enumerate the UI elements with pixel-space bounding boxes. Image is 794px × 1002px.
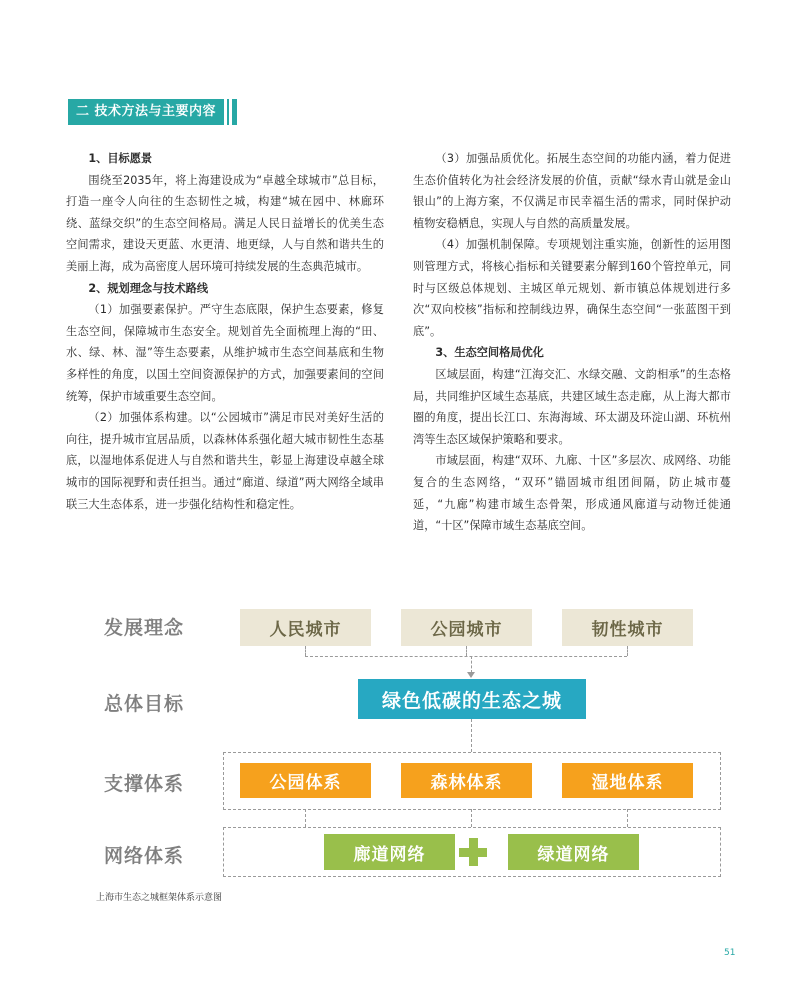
paragraph-mechanism: （4）加强机制保障。专项规划注重实施，创新性的运用图则管理方式，将核心指标和关键要素分解到160个管控单元，同时与区级总体规划、主城区单元规划、新市镇总体规划进行多次“双向校核”指标和控制线边界，确保生态空间“一张蓝图干到底”。 — [413, 238, 731, 338]
arrow-down-icon — [467, 672, 475, 678]
support-box-park: 公园体系 — [240, 763, 371, 798]
paragraph-protection: （1）加强要素保护。严守生态底限，保护生态要素，修复生态空间，保障城市生态安全。规划首先全面梳理上海的“田、水、绿、林、湿”等生态要素，从维护城市生态空间基底和生物多样性的角度，以国土空间资源保护的方式，加强要素间的空间统筹，保护市域重要生态空间。 — [66, 303, 384, 403]
heading-pattern: 3、生态空间格局优化 — [435, 346, 544, 360]
row-label-goal: 总体目标 — [104, 693, 185, 715]
row-label-support: 支撑体系 — [104, 773, 185, 795]
connector-support-3 — [627, 809, 628, 827]
paragraph-system: （2）加强体系构建。以“公园城市”满足市民对美好生活的向往，提升城市宜居品质，以森林体系强化超大城市韧性生态基底，以湿地体系促进人与自然和谐共生，彰显上海建设卓越全球城市的国际视野和责任担当。通过“廊道、绿道”两大网络全域串联三大生态体系，进一步强化结构性和稳定性。 — [66, 411, 384, 511]
figure-caption: 上海市生态之城框架体系示意图 — [96, 893, 223, 903]
concept-box-park-city: 公园城市 — [401, 609, 532, 646]
header-bar-thin — [227, 99, 229, 125]
network-box-corridor: 廊道网络 — [324, 834, 455, 870]
paragraph-municipal: 市域层面，构建“双环、九廊、十区”多层次、成网络、功能复合的生态网络，“双环”锚固城市组团间隔，防止城市蔓延，“九廊”构建市域生态骨架，形成通风廊道与动物迁徙通道，“十区”保障市域生态基底空间。 — [413, 454, 731, 533]
heading-vision: 1、目标愿景 — [88, 152, 153, 165]
paragraph-regional: 区域层面，构建“江海交汇、水绿交融、文韵相承”的生态格局，共同维护区域生态基底，共建区域生态走廊，从上海大都市圈的角度，提出长江口、东海海域、环太湖及环淀山湖、环杭州湾等生态区域保护策略和要求。 — [413, 367, 731, 446]
section-title: 二 技术方法与主要内容 — [68, 99, 224, 125]
connector-support-1 — [305, 809, 306, 827]
page-number: 51 — [724, 948, 736, 958]
section-header — [68, 99, 237, 125]
header-bar-thick — [232, 99, 237, 125]
connector-concept-2 — [466, 646, 467, 656]
row-label-network: 网络体系 — [104, 845, 185, 867]
connector-support-2 — [471, 809, 472, 827]
goal-box: 绿色低碳的生态之城 — [358, 679, 586, 719]
connector-to-goal — [471, 656, 472, 673]
support-box-forest: 森林体系 — [401, 763, 532, 798]
plus-icon — [459, 838, 487, 866]
connector-concept-bar — [305, 656, 627, 657]
concept-box-people-city: 人民城市 — [240, 609, 371, 646]
network-box-greenway: 绿道网络 — [508, 834, 639, 870]
left-column — [66, 148, 384, 515]
paragraph-vision: 围绕至2035年，将上海建设成为“卓越全球城市”总目标，打造一座令人向往的生态韧性之城，构建“城在园中、林廊环绕、蓝绿交织”的生态空间格局。满足人民日益增长的优美生态空间需求，建设天更蓝、水更清、地更绿，人与自然和谐共生的美丽上海，成为高密度人居环境可持续发展的生态典范城市。 — [66, 173, 384, 273]
paragraph-quality: （3）加强品质优化。拓展生态空间的功能内涵，着力促进生态价值转化为社会经济发展的价值，贡献“绿水青山就是金山银山”的上海方案，不仅满足市民幸福生活的需求，同时保护动植物安稳栖息，实现人与自然的高质量发展。 — [413, 152, 731, 230]
row-label-concept: 发展理念 — [104, 617, 185, 639]
connector-concept-3 — [627, 646, 628, 656]
concept-box-resilient-city: 韧性城市 — [562, 609, 693, 646]
support-box-wetland: 湿地体系 — [562, 763, 693, 798]
right-column — [413, 148, 731, 537]
connector-goal-support — [471, 719, 472, 752]
connector-concept-1 — [305, 646, 306, 656]
heading-concept: 2、规划理念与技术路线 — [88, 281, 209, 295]
